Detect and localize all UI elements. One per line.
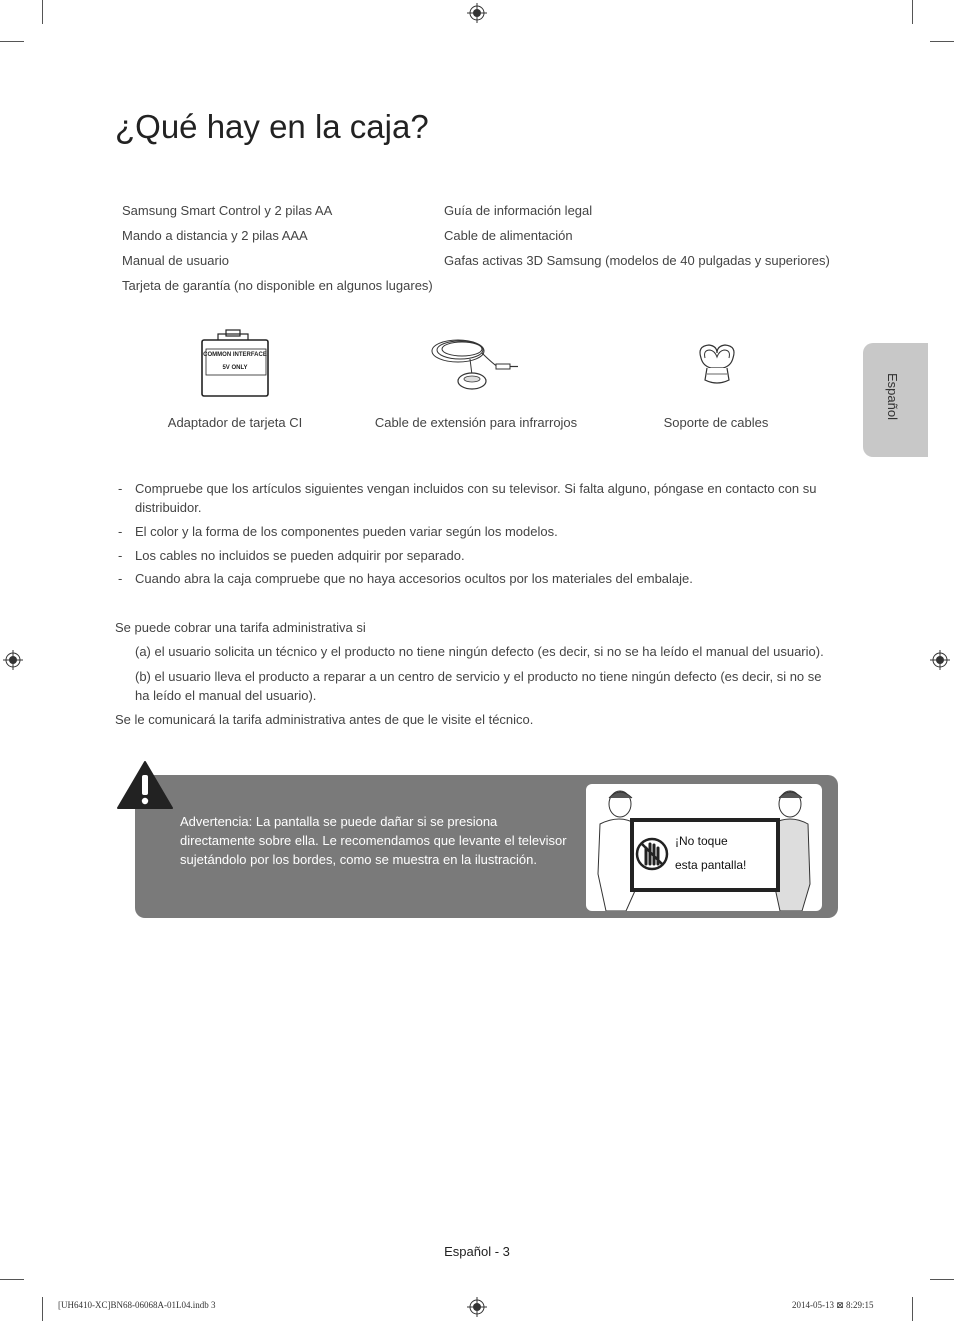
accessory-caption: Soporte de cables	[663, 415, 769, 430]
note-text: Los cables no incluidos se pueden adquirir por separado.	[135, 548, 465, 563]
note-item	[118, 569, 838, 588]
note-item	[118, 479, 838, 517]
ir-cable-illustration	[430, 329, 522, 399]
note-text: Compruebe que los artículos siguientes vengan incluidos con su televisor. Si falta alguno, póngase en contacto con su distribuidor.	[135, 481, 817, 515]
file-slug: [UH6410-XC]BN68-06068A-01L04.indb 3	[58, 1300, 216, 1310]
sign-text-line2: esta pantalla!	[675, 858, 747, 872]
ci-card-adapter-illustration	[198, 329, 272, 399]
contents-item: Gafas activas 3D Samsung (modelos de 40 pulgadas y superiores)	[444, 253, 830, 268]
warning-triangle-icon	[116, 760, 174, 810]
registration-mark-icon	[467, 3, 487, 23]
note-text: Cuando abra la caja compruebe que no haya accesorios ocultos por los materiales del embalaje.	[135, 571, 693, 586]
ci-card-label-line2: 5V ONLY	[222, 365, 248, 371]
fee-outro: Se le comunicará la tarifa administrativa antes de que le visite el técnico.	[115, 712, 534, 727]
note-item	[118, 522, 838, 541]
note-dash: -	[118, 548, 123, 563]
registration-mark-icon	[930, 650, 950, 670]
contents-item: Samsung Smart Control y 2 pilas AA	[122, 203, 333, 218]
fee-intro: Se puede cobrar una tarifa administrativa si	[115, 620, 366, 635]
note-dash: -	[118, 524, 123, 539]
crop-mark	[912, 0, 913, 24]
crop-mark	[42, 1297, 43, 1321]
crop-mark	[0, 41, 24, 42]
timestamp-slug: 2014-05-13 ⊠ 8:29:15	[792, 1300, 874, 1310]
cable-holder-illustration	[693, 340, 741, 388]
contents-item: Mando a distancia y 2 pilas AAA	[122, 228, 308, 243]
note-dash: -	[118, 481, 123, 496]
crop-mark	[930, 41, 954, 42]
registration-mark-icon	[3, 650, 23, 670]
fee-condition-b: (b) el usuario lleva el producto a reparar a un centro de servicio y el producto no tiene ningún defecto (es decir, si no se ha leído el manual del usuario).	[135, 669, 822, 703]
registration-mark-icon	[467, 1297, 487, 1317]
contents-item: Tarjeta de garantía (no disponible en algunos lugares)	[122, 278, 433, 293]
warning-body: : La pantalla se puede dañar si se presiona directamente sobre ella. Le recomendamos que levante el televisor sujetándolo por los bordes, como se muestra en la ilustración.	[180, 814, 567, 867]
note-item	[118, 546, 838, 565]
tv-handling-illustration	[586, 784, 822, 911]
language-side-tab	[863, 343, 928, 457]
warning-label: Advertencia	[180, 814, 249, 829]
crop-mark	[42, 0, 43, 24]
contents-item: Manual de usuario	[122, 253, 229, 268]
page-title: ¿Qué hay en la caja?	[115, 108, 429, 145]
page-number: Español - 3	[444, 1244, 510, 1259]
note-text: El color y la forma de los componentes pueden variar según los modelos.	[135, 524, 558, 539]
warning-text	[180, 812, 575, 869]
side-tab-label: Español	[885, 373, 900, 420]
contents-item: Guía de información legal	[444, 203, 593, 218]
contents-item: Cable de alimentación	[444, 228, 573, 243]
note-dash: -	[118, 571, 123, 586]
crop-mark	[0, 1279, 24, 1280]
accessory-caption: Cable de extensión para infrarrojos	[374, 415, 578, 430]
accessory-caption: Adaptador de tarjeta CI	[167, 415, 303, 430]
crop-mark	[930, 1279, 954, 1280]
crop-mark	[912, 1297, 913, 1321]
fee-condition-a: (a) el usuario solicita un técnico y el producto no tiene ningún defecto (es decir, si no se ha leído el manual del usuario).	[135, 644, 824, 659]
ci-card-label-line1: COMMON INTERFACE	[203, 352, 267, 358]
sign-text-line1: ¡No toque	[675, 834, 728, 848]
